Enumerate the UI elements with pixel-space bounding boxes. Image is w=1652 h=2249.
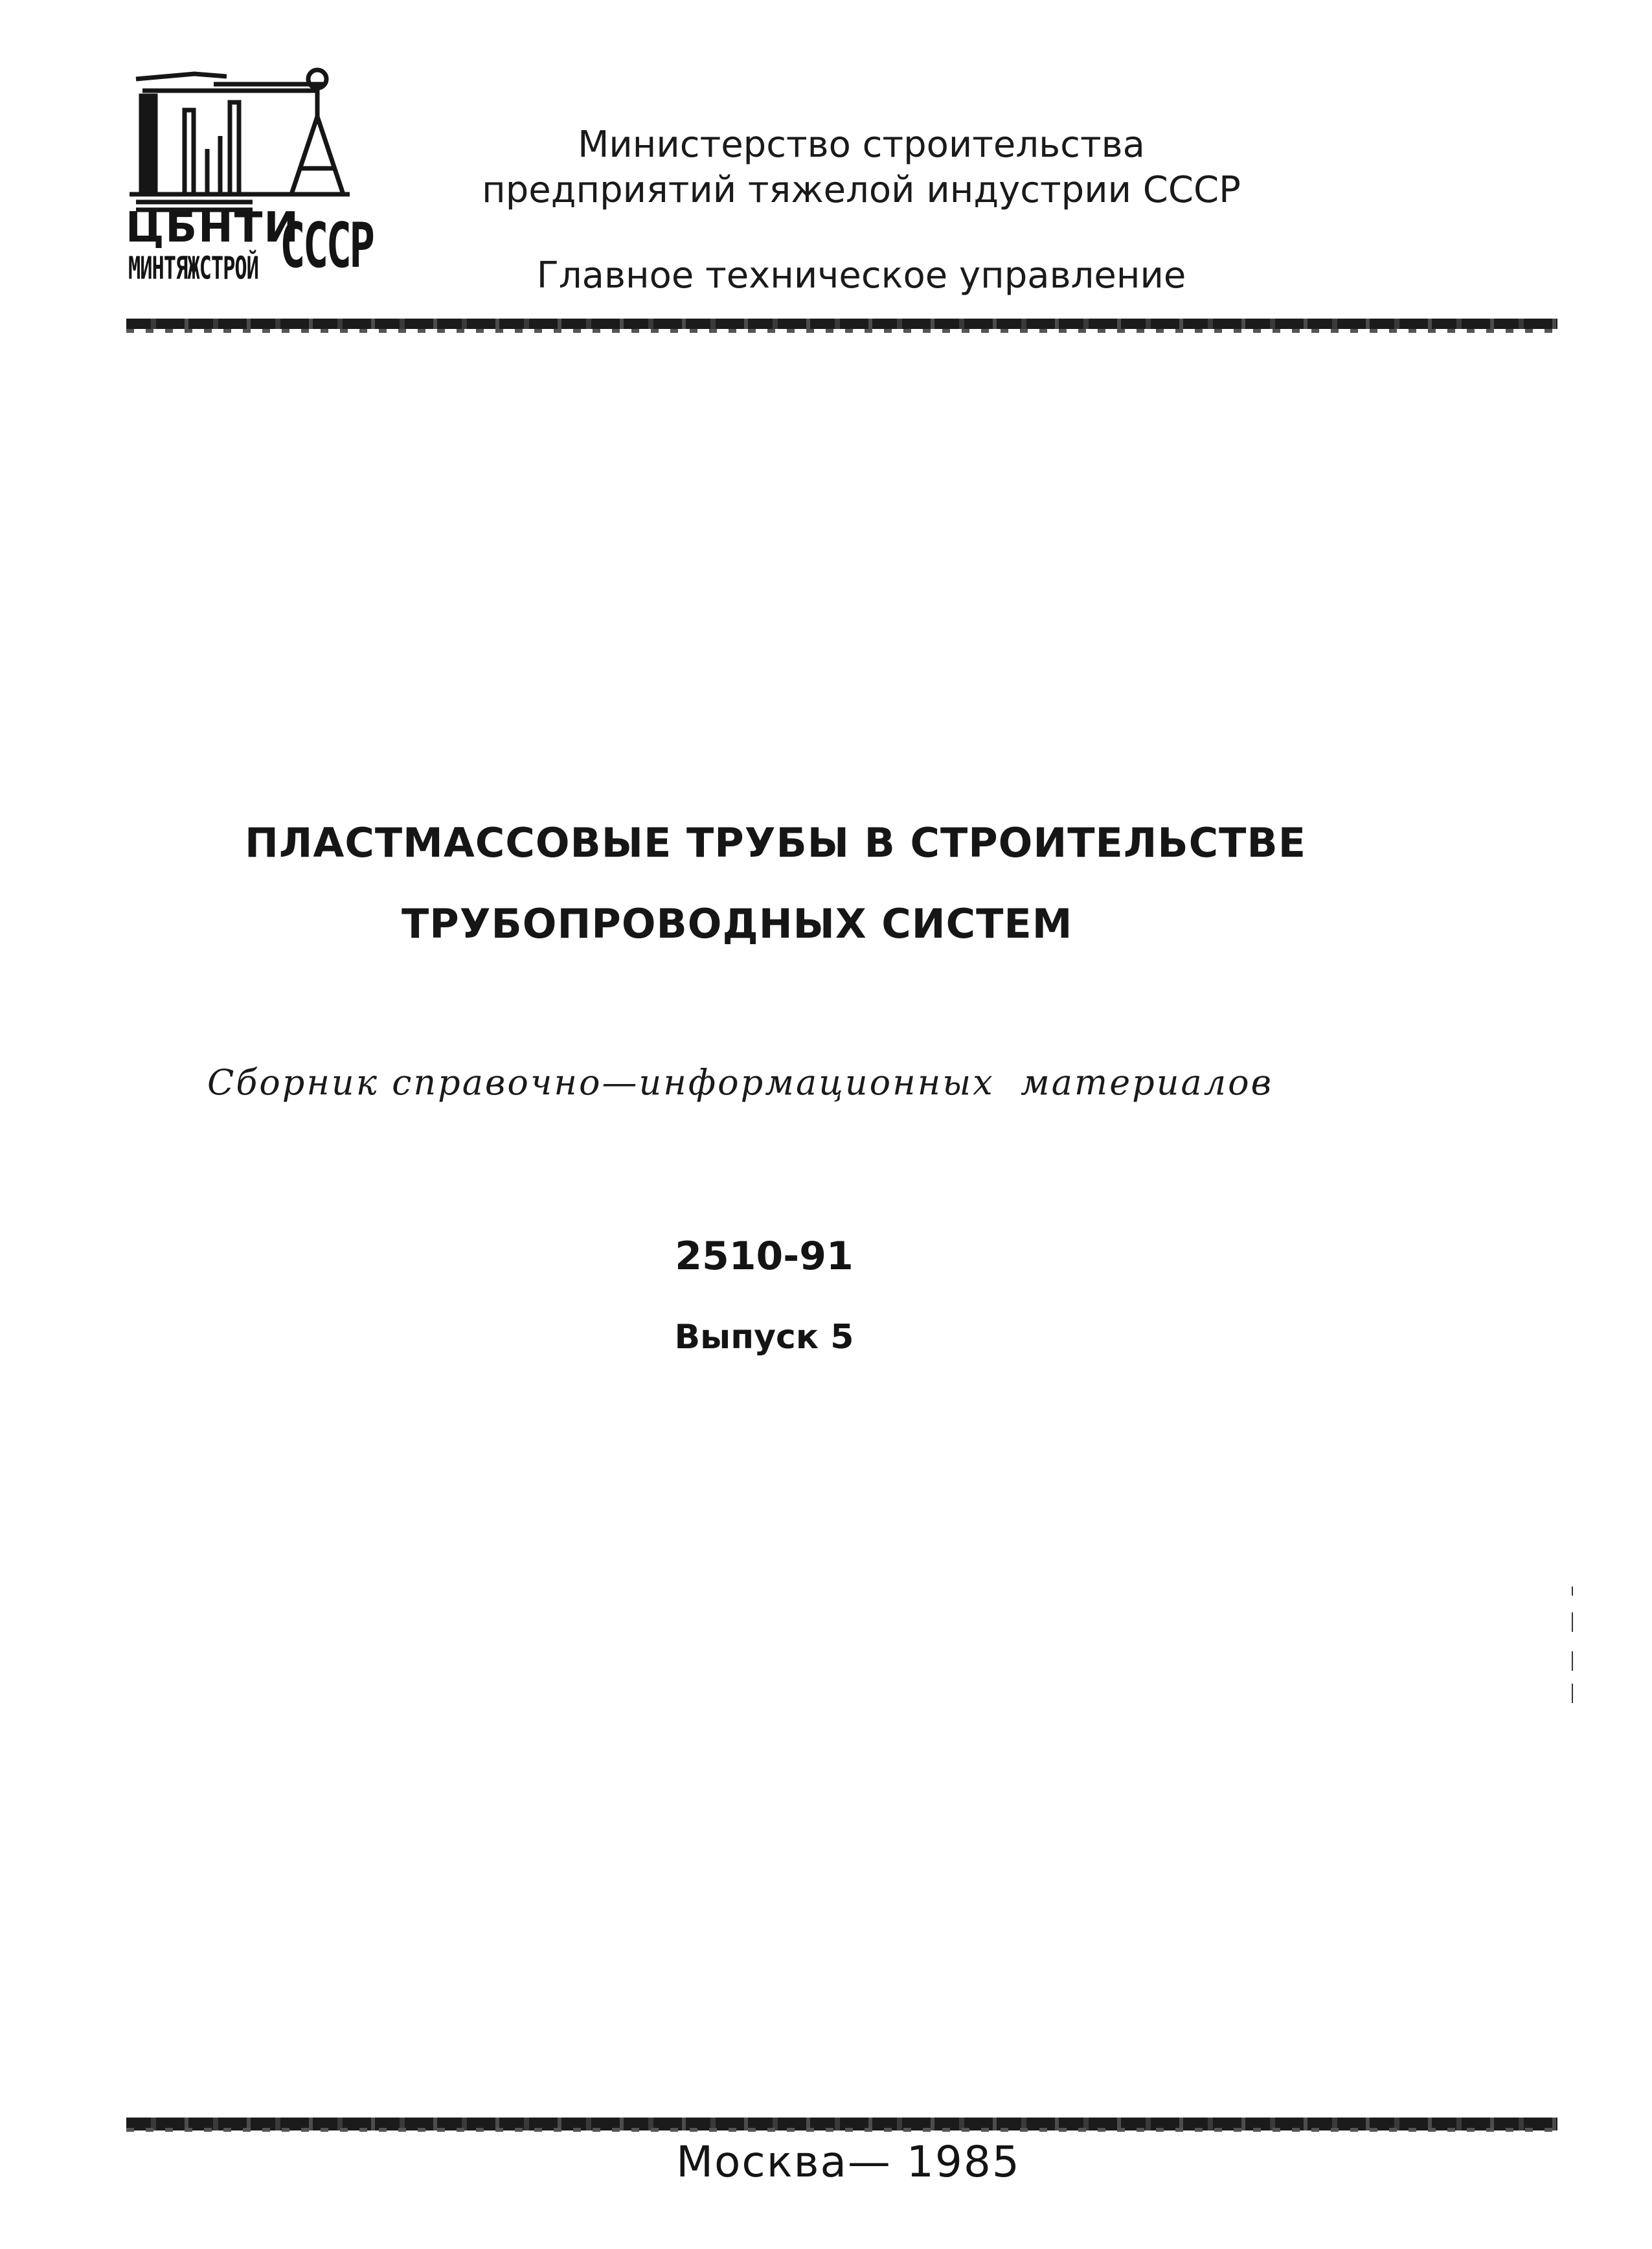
logo-abbreviation: ЦБНТИ	[126, 204, 300, 252]
building-emblem-icon	[123, 65, 369, 220]
logo-name-line: МИНТЯЖСТРОЙ	[128, 249, 258, 287]
scan-margin-marks	[1570, 1587, 1574, 1703]
department-name: Главное техническое управление	[536, 254, 1186, 297]
footer-divider	[126, 2118, 1557, 2130]
document-code: 2510-91	[675, 1234, 854, 1279]
document-subtitle: Сборник справочно—информационных материалов	[207, 1062, 1274, 1103]
ministry-name-line2: предприятий тяжелой индустрии СССР	[482, 169, 1241, 211]
issue-number: Выпуск 5	[674, 1318, 854, 1357]
document-title-line2: ТРУБОПРОВОДНЫХ СИСТЕМ	[402, 900, 1073, 947]
ministry-name-line1: Министерство строительства	[578, 124, 1145, 166]
place-and-year: Москва— 1985	[676, 2137, 1021, 2187]
logo-country: СССР	[280, 209, 372, 282]
header-divider	[126, 319, 1557, 329]
ministry-logo	[123, 65, 372, 298]
document-title-line1: ПЛАСТМАССОВЫЕ ТРУБЫ В СТРОИТЕЛЬСТВЕ	[245, 819, 1307, 866]
